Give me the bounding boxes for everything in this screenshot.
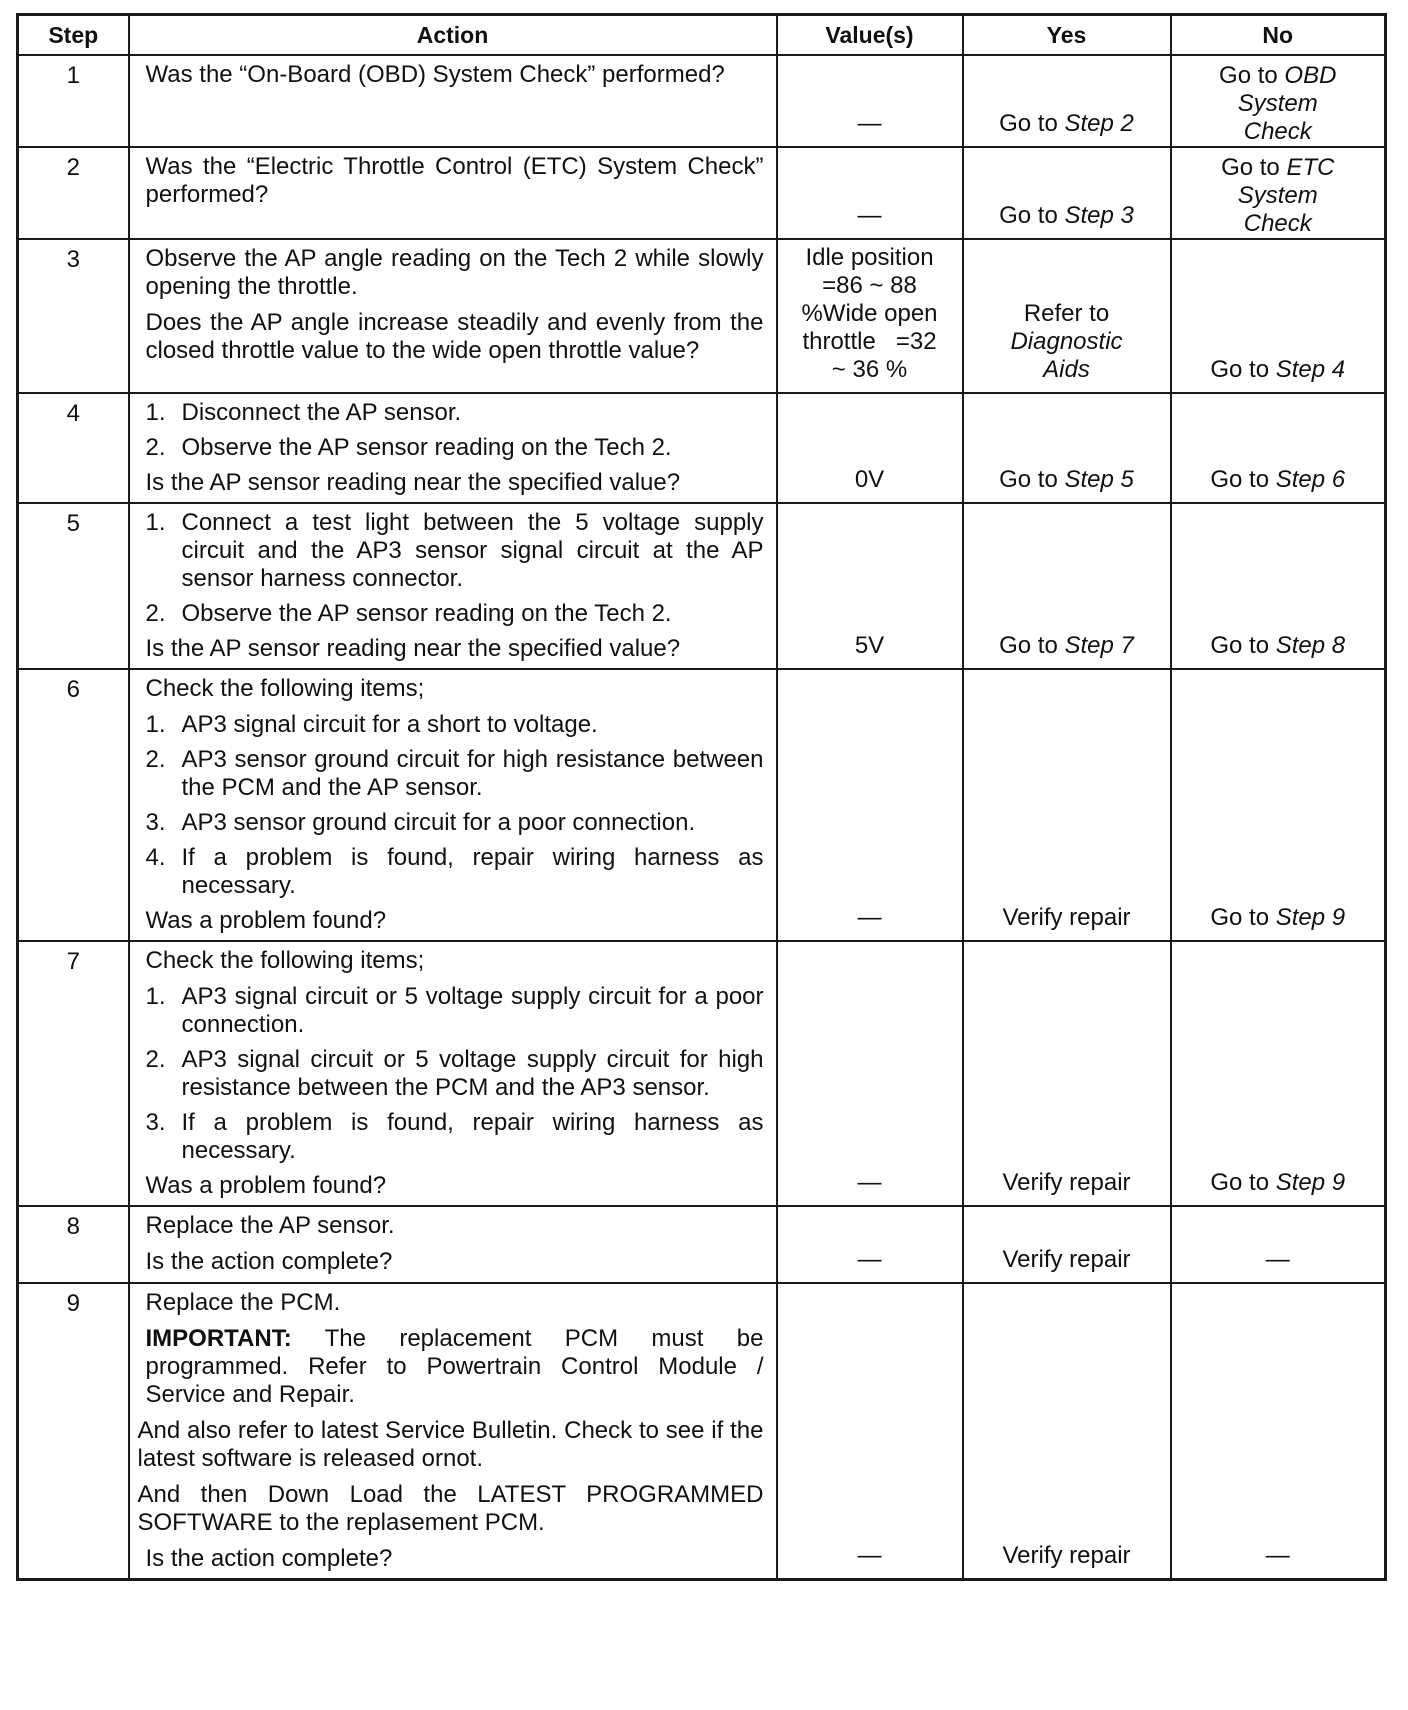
no-prefix: Go to: [1210, 632, 1276, 659]
list-item: 2. Observe the AP sensor reading on the Tech 2.: [145, 600, 672, 627]
no-cell: [1171, 669, 1386, 941]
action-cell: [129, 1283, 777, 1580]
value-line: %Wide open: [801, 300, 938, 327]
value-text: —: [857, 110, 882, 137]
value-line: throttle =32: [802, 328, 937, 355]
value-line: Idle position: [805, 244, 934, 271]
list-item: 2. Observe the AP sensor reading on the Tech 2.: [145, 434, 672, 461]
list-item: 2. AP3 sensor ground circuit for high resistance between the PCM and the AP sensor.: [145, 746, 764, 801]
no-step-link: Step 8: [1275, 632, 1346, 659]
no-ref-1: OBD: [1284, 62, 1337, 89]
no-prefix: Go to: [1210, 1169, 1276, 1196]
value-text: —: [857, 1542, 882, 1569]
action-question: Was a problem found?: [145, 907, 387, 934]
value-text: —: [857, 202, 882, 229]
no-cell: [1171, 1283, 1386, 1580]
action-paragraph: And then Down Load the LATEST PROGRAMMED SOFTWARE to the replasement PCM.: [137, 1481, 764, 1536]
value-cell: [777, 147, 963, 239]
yes-prefix: Go to: [999, 466, 1065, 493]
value-line: ~ 36 %: [831, 356, 908, 383]
value-line: =86 ~ 88: [822, 272, 917, 299]
step-number: 8: [18, 1206, 129, 1283]
yes-ref-1: Diagnostic: [1010, 328, 1123, 355]
no-cell: [1171, 147, 1386, 239]
yes-cell: [963, 669, 1171, 941]
value-cell: [777, 239, 963, 393]
no-ref-2: System: [1237, 182, 1318, 209]
value-text: —: [857, 1246, 882, 1273]
no-ref-1: ETC: [1286, 154, 1335, 181]
yes-cell: [963, 147, 1171, 239]
list-item: 1. Disconnect the AP sensor.: [145, 399, 462, 426]
no-prefix: Go to: [1219, 62, 1285, 89]
no-cell: [1171, 503, 1386, 669]
value-cell: [777, 503, 963, 669]
yes-step-link: Step 5: [1064, 466, 1134, 493]
action-intro: Check the following items;: [145, 675, 425, 702]
important-label: IMPORTANT:: [145, 1325, 292, 1352]
action-question: Is the AP sensor reading near the specified value?: [145, 469, 681, 496]
yes-prefix: Refer to: [1023, 300, 1110, 327]
yes-cell: [963, 239, 1171, 393]
no-prefix: Go to: [1210, 356, 1276, 383]
no-cell: [1171, 941, 1386, 1206]
yes-cell: [963, 1206, 1171, 1283]
step-number: 4: [18, 393, 129, 503]
action-text: Was the “On-Board (OBD) System Check” performed?: [145, 61, 725, 88]
list-item: 3. AP3 sensor ground circuit for a poor connection.: [145, 809, 696, 836]
action-question: Is the AP sensor reading near the specified value?: [145, 635, 681, 662]
action-text: Was the “Electric Throttle Control (ETC) System Check” performed?: [145, 153, 764, 208]
no-ref-3: Check: [1243, 118, 1312, 145]
action-intro: Check the following items;: [145, 947, 425, 974]
action-cell: [129, 941, 777, 1206]
step-number: 2: [18, 147, 129, 239]
action-question: Is the action complete?: [145, 1248, 393, 1275]
value-cell: [777, 1206, 963, 1283]
yes-text: Verify repair: [1002, 904, 1131, 931]
no-ref-3: Check: [1243, 210, 1312, 237]
list-item: 1. Connect a test light between the 5 voltage supply circuit and the AP3 sensor signal circuit at the AP sensor harness connector.: [145, 509, 764, 592]
action-intro: Replace the PCM.: [145, 1289, 341, 1316]
yes-prefix: Go to: [999, 110, 1065, 137]
action-question: Was a problem found?: [145, 1172, 387, 1199]
list-item: 3. If a problem is found, repair wiring harness as necessary.: [145, 1109, 764, 1164]
value-cell: [777, 669, 963, 941]
step-number: 3: [18, 239, 129, 393]
yes-cell: [963, 55, 1171, 147]
no-prefix: Go to: [1210, 904, 1276, 931]
action-paragraph: And also refer to latest Service Bulletin. Check to see if the latest software is released ornot.: [137, 1417, 764, 1472]
table-row: [18, 1206, 1386, 1283]
list-item: 1. AP3 signal circuit or 5 voltage supply circuit for a poor connection.: [145, 983, 764, 1038]
no-cell: [1171, 55, 1386, 147]
list-item: 1. AP3 signal circuit for a short to voltage.: [145, 711, 598, 738]
diagnostic-table: [16, 13, 1387, 1581]
no-ref-2: System: [1237, 90, 1318, 117]
yes-cell: [963, 503, 1171, 669]
action-question: Is the action complete?: [145, 1545, 393, 1572]
diagnostic-table-sheet: [16, 13, 1384, 1581]
step-number: 7: [18, 941, 129, 1206]
no-cell: [1171, 239, 1386, 393]
action-cell: [129, 1206, 777, 1283]
value-text: 0V: [854, 466, 885, 493]
header-yes: Yes: [963, 15, 1171, 56]
action-intro: Replace the AP sensor.: [145, 1212, 395, 1239]
value-text: —: [857, 904, 882, 931]
table-row: [18, 55, 1386, 147]
header-values: Value(s): [777, 15, 963, 56]
header-step: Step: [18, 15, 129, 56]
table-row: [18, 393, 1386, 503]
step-number: 5: [18, 503, 129, 669]
yes-step-link: Step 2: [1064, 110, 1134, 137]
yes-step-link: Step 3: [1064, 202, 1134, 229]
no-step-link: Step 9: [1275, 904, 1346, 931]
no-step-link: Step 6: [1275, 466, 1346, 493]
table-row: [18, 941, 1386, 1206]
no-text: —: [1265, 1542, 1290, 1569]
no-text: —: [1265, 1246, 1290, 1273]
important-text: The replacement PCM must be programmed. Refer to Powertrain Control Module / Service and Repair.: [145, 1325, 764, 1408]
action-cell: [129, 669, 777, 941]
header-action: Action: [129, 15, 777, 56]
no-prefix: Go to: [1221, 154, 1287, 181]
step-number: 9: [18, 1283, 129, 1580]
action-cell: [129, 147, 777, 239]
value-text: —: [857, 1169, 882, 1196]
value-text: 5V: [854, 632, 885, 659]
action-question: Does the AP angle increase steadily and evenly from the closed throttle value to the wide open throttle value?: [145, 309, 764, 364]
yes-step-link: Step 7: [1064, 632, 1134, 659]
value-cell: [777, 55, 963, 147]
header-row: [18, 15, 1386, 56]
action-text: Observe the AP angle reading on the Tech 2 while slowly opening the throttle.: [145, 245, 764, 300]
table-row: [18, 1283, 1386, 1580]
action-cell: [129, 503, 777, 669]
value-cell: [777, 393, 963, 503]
action-cell: [129, 55, 777, 147]
list-item: 4. If a problem is found, repair wiring harness as necessary.: [145, 844, 764, 899]
action-cell: [129, 393, 777, 503]
no-cell: [1171, 1206, 1386, 1283]
no-prefix: Go to: [1210, 466, 1276, 493]
action-cell: [129, 239, 777, 393]
header-no: No: [1171, 15, 1386, 56]
yes-cell: [963, 393, 1171, 503]
yes-ref-2: Aids: [1043, 356, 1090, 383]
table-row: [18, 147, 1386, 239]
yes-text: Verify repair: [1002, 1246, 1131, 1273]
yes-cell: [963, 941, 1171, 1206]
no-step-link: Step 9: [1275, 1169, 1346, 1196]
yes-text: Verify repair: [1002, 1169, 1131, 1196]
no-step-link: Step 4: [1275, 356, 1346, 383]
no-cell: [1171, 393, 1386, 503]
yes-prefix: Go to: [999, 632, 1065, 659]
value-cell: [777, 1283, 963, 1580]
step-number: 1: [18, 55, 129, 147]
yes-cell: [963, 1283, 1171, 1580]
table-row: [18, 239, 1386, 393]
yes-text: Verify repair: [1002, 1542, 1131, 1569]
table-row: [18, 503, 1386, 669]
step-number: 6: [18, 669, 129, 941]
list-item: 2. AP3 signal circuit or 5 voltage supply circuit for high resistance between the PCM and the AP3 sensor.: [145, 1046, 764, 1101]
yes-prefix: Go to: [999, 202, 1065, 229]
table-row: [18, 669, 1386, 941]
important-note: [146, 1325, 764, 1409]
value-cell: [777, 941, 963, 1206]
